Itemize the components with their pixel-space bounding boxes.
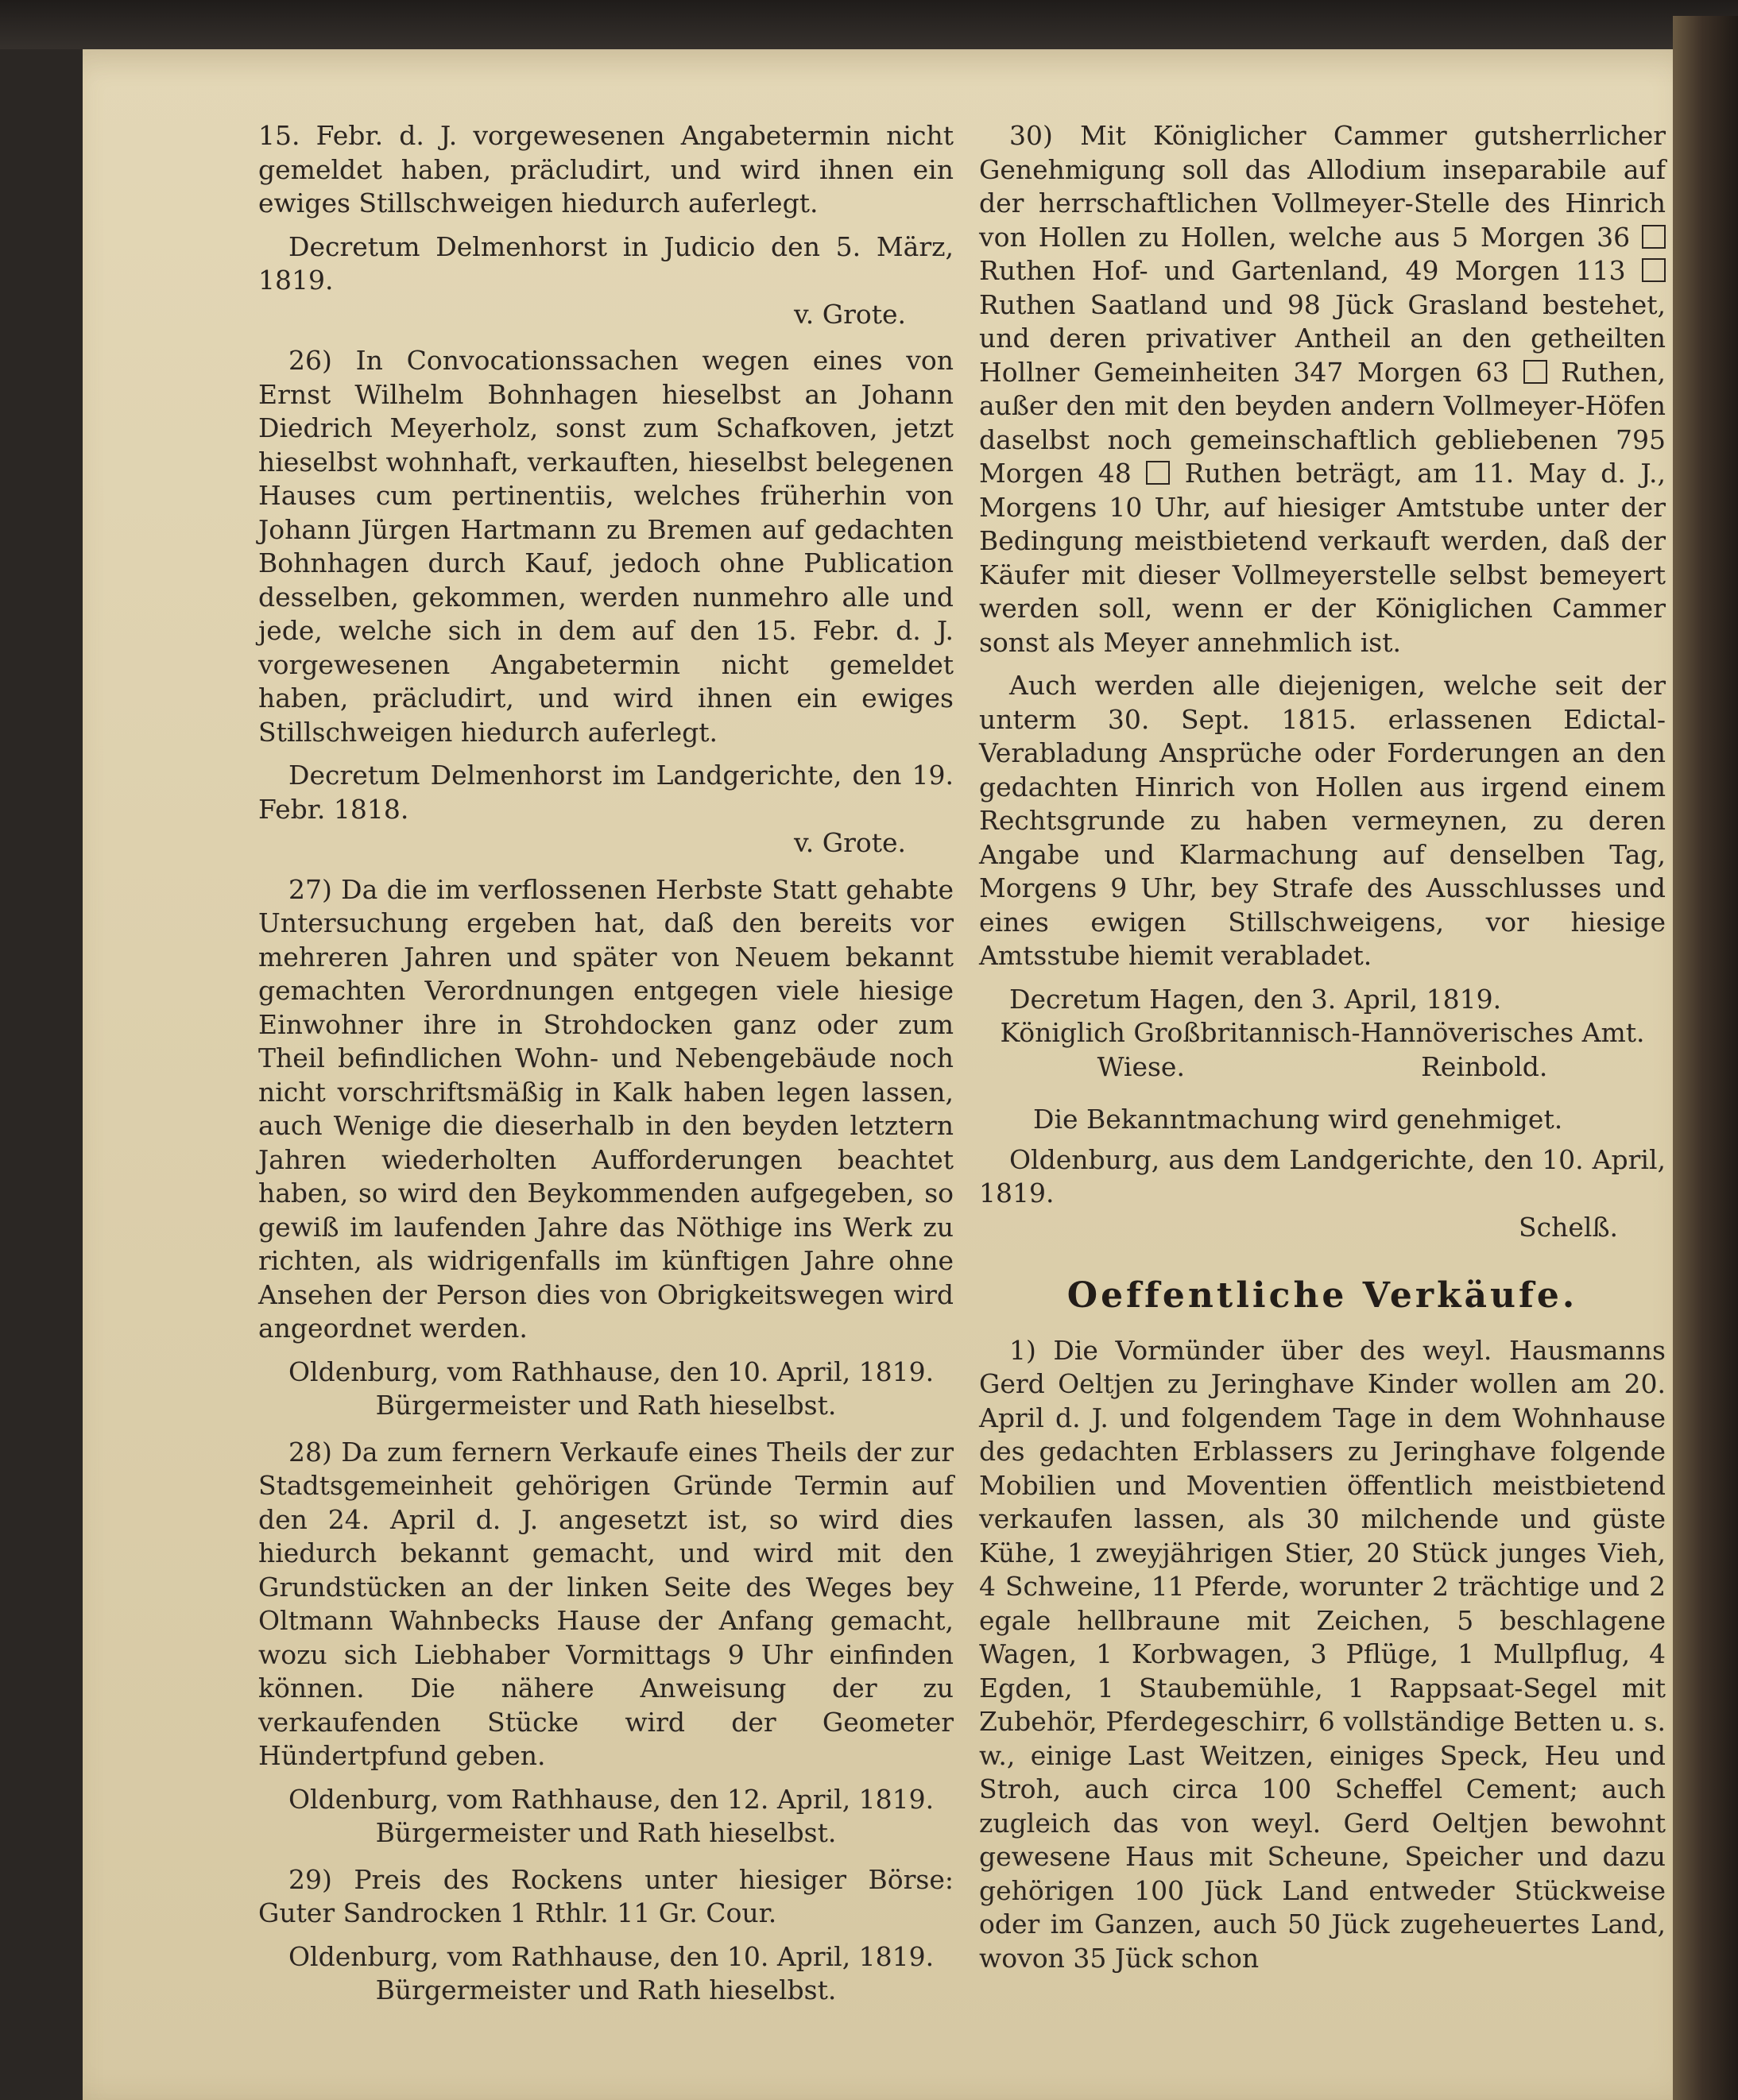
square-ruthen-symbol <box>1146 461 1170 485</box>
paragraph-29-date: Oldenburg, vom Rathhause, den 10. April, 1819. <box>288 1940 935 1972</box>
paragraph-30-part-e: Ruthen beträgt, am 11. May d. J., Morgens 10 Uhr, auf hiesiger Amtstube unter der Bedingung meistbietend verkauft werden, daß der Käufer mit dieser Vollmeyerstelle selbst bemeyert werden soll, wenn er der Königlichen Cammer sonst als Meyer annehmlich ist. <box>979 458 1666 658</box>
square-ruthen-symbol <box>1523 360 1547 384</box>
signature-reinbold: Reinbold. <box>1421 1050 1548 1082</box>
paragraph-30-office: Königlich Großbritannisch-Hannöverisches Amt. <box>1000 1017 1645 1048</box>
sale-1: 1) Die Vormünder über des weyl. Hausmanns Gerd Oeltjen zu Jeringhave Kinder wollen am 20. April d. J. und folgendem Tage in dem Wohnhause des gedachten Erblassers zu Jeringhave folgende Mobilien und Moventien öffentlich meistbietend verkaufen lassen, als 30 milchende und güste Kühe, 1 zweyjährigen Stier, 20 Stück junges Vieh, 4 Schweine, 11 Pferde, worunter 2 trächtige und 2 egale hellbraune mit Zeichen, 5 beschlagene Wagen, 1 Korbwagen, 3 Pflüge, 1 Mullpflug, 4 Egden, 1 Staubemühle, 1 Rappsaat-Segel mit Zubehör, Pferdegeschirr, 6 vollständige Betten u. s. w., einige Last Weitzen, einiges Speck, Heu und Stroh, auch circa 100 Scheffel Cement; auch zugleich das von weyl. Gerd Oeltjen bewohnt gewesene Haus mit Scheune, Speicher und dazu gehörigen 100 Jück Land entweder Stückweise oder im Ganzen, auch 50 Jück zugeheuertes Land, wovon 35 Jück schon <box>979 1334 1666 1974</box>
paragraph-30-part-c: Ruthen Saatland und 98 Jück Grasland bestehet, und deren privativer Antheil an den getheilten Hollner Gemeinheiten 347 Morgen 63 <box>979 288 1666 388</box>
left-column <box>258 119 954 2021</box>
paragraph-28-signature: Bürgermeister und Rath hieselbst. <box>375 1817 837 1848</box>
paragraph-30-part-a: 30) Mit Königlicher Cammer gutsherrlicher Genehmigung soll das Allodium inseparabile auf der herrschaftlichen Vollmeyer-Stelle des Hinrich von Hollen zu Hollen, welche aus 5 Morgen 36 <box>979 120 1666 253</box>
paragraph-25-end: 15. Febr. d. J. vorgewesenen Angabetermin nicht gemeldet haben, präcludirt, und wird ihnen ein ewiges Stillschweigen hiedurch auferlegt. <box>258 120 954 219</box>
paragraph-30 <box>979 119 1666 659</box>
paragraph-27-signature: Bürgermeister und Rath hieselbst. <box>375 1390 837 1421</box>
paragraph-25-signature: v. Grote. <box>794 298 906 330</box>
book-binding <box>1673 16 1738 2100</box>
approval-signature: Schelß. <box>1519 1211 1618 1243</box>
approval-note: Die Bekanntmachung wird genehmiget. <box>1033 1104 1563 1135</box>
signature-wiese: Wiese. <box>1097 1050 1185 1082</box>
right-column <box>979 119 1666 1985</box>
paragraph-29: 29) Preis des Rockens unter hiesiger Börse: Guter Sandrocken 1 Rthlr. 11 Gr. Cour. <box>258 1863 954 1928</box>
paragraph-30-part-b: Ruthen Hof- und Gartenland, 49 Morgen 113 <box>979 255 1626 286</box>
paragraph-30-date: Decretum Hagen, den 3. April, 1819. <box>1009 983 1502 1015</box>
approval-date: Oldenburg, aus dem Landgerichte, den 10. April, 1819. <box>979 1143 1666 1209</box>
paragraph-30-signatures <box>979 1050 1666 1085</box>
paragraph-27: 27) Da die im verflossenen Herbste Statt gehabte Untersuchung ergeben hat, daß den bereits vor mehreren Jahren und später von Neuem bekannt gemachten Verordnungen entgegen viele hiesige Einwohner ihre in Strohdocken ganz oder zum Theil befindlichen Wohn- und Nebengebäude noch nicht vorschriftsmäßig in Kalk haben legen lassen, auch Wenige die dieserhalb in den beyden letztern Jahren wiederholten Aufforderungen beachtet haben, so wird den Beykommenden aufgegeben, so gewiß im laufenden Jahre das Nöthige ins Werk zu richten, als widrigenfalls im künftigen Jahre ohne Ansehen der Person dies von Obrigkeitswegen wird angeordnet werden. <box>258 873 954 1344</box>
paragraph-29-signature: Bürgermeister und Rath hieselbst. <box>375 1974 837 2005</box>
paragraph-28: 28) Da zum fernern Verkaufe eines Theils der zur Stadtsgemeinheit gehörigen Gründe Termin auf den 24. April d. J. angesetzt ist, so wird dies hiedurch bekannt gemacht, und wird mit den Grundstücken an der linken Seite des Weges bey Oltmann Wahnbecks Hause der Anfang gemacht, wozu sich Liebhaber Vormittags 9 Uhr einfinden können. Die nähere Anweisung der zu verkaufenden Stücke wird der Geometer Hündertpfund geben. <box>258 1436 954 1771</box>
paragraph-26-signature: v. Grote. <box>794 827 906 858</box>
paragraph-28-date: Oldenburg, vom Rathhause, den 12. April, 1819. <box>288 1783 935 1815</box>
paragraph-26-date: Decretum Delmenhorst im Landgerichte, den 19. Febr. 1818. <box>258 760 954 825</box>
paragraph-30-claims: Auch werden alle diejenigen, welche seit der unterm 30. Sept. 1815. erlassenen Edictal-Verabladung Ansprüche oder Forderungen an den gedachten Hinrich von Hollen aus irgend einem Rechtsgrunde zu haben vermeynen, zu deren Angabe und Klarmachung auf denselben Tag, Morgens 9 Uhr, bey Strafe des Ausschlusses und eines ewigen Stillschweigens, vor hiesige Amtsstube hiemit verabladet. <box>979 670 1666 971</box>
paragraph-27-date: Oldenburg, vom Rathhause, den 10. April, 1819. <box>288 1356 935 1387</box>
section-heading: Oeffentliche Verkäufe. <box>1066 1275 1578 1316</box>
square-ruthen-symbol <box>1642 225 1666 249</box>
paragraph-25-date: Decretum Delmenhorst in Judicio den 5. März, 1819. <box>258 230 954 296</box>
square-ruthen-symbol <box>1642 258 1666 282</box>
scan-top-edge <box>0 0 1738 49</box>
paragraph-26: 26) In Convocationssachen wegen eines von Ernst Wilhelm Bohnhagen hieselbst an Johann Diedrich Meyerholz, sonst zum Schafkoven, jetzt hieselbst wohnhaft, verkauften, hieselbst belegenen Hauses cum pertinentiis, welches früherhin von Johann Jürgen Hartmann zu Bremen auf gedachten Bohnhagen durch Kauf, jedoch ohne Publication desselben, gekommen, werden nunmehro alle und jede, welche sich in dem auf den 15. Febr. d. J. vorgewesenen Angabetermin nicht gemeldet haben, präcludirt, und wird ihnen ein ewiges Stillschweigen hiedurch auferlegt. <box>258 345 954 748</box>
paragraph-30-part-d: Ruthen, außer den mit den beyden andern Vollmeyer-Höfen daselbst noch gemeinschaftlich gebliebenen 795 Morgen 48 <box>979 356 1666 489</box>
